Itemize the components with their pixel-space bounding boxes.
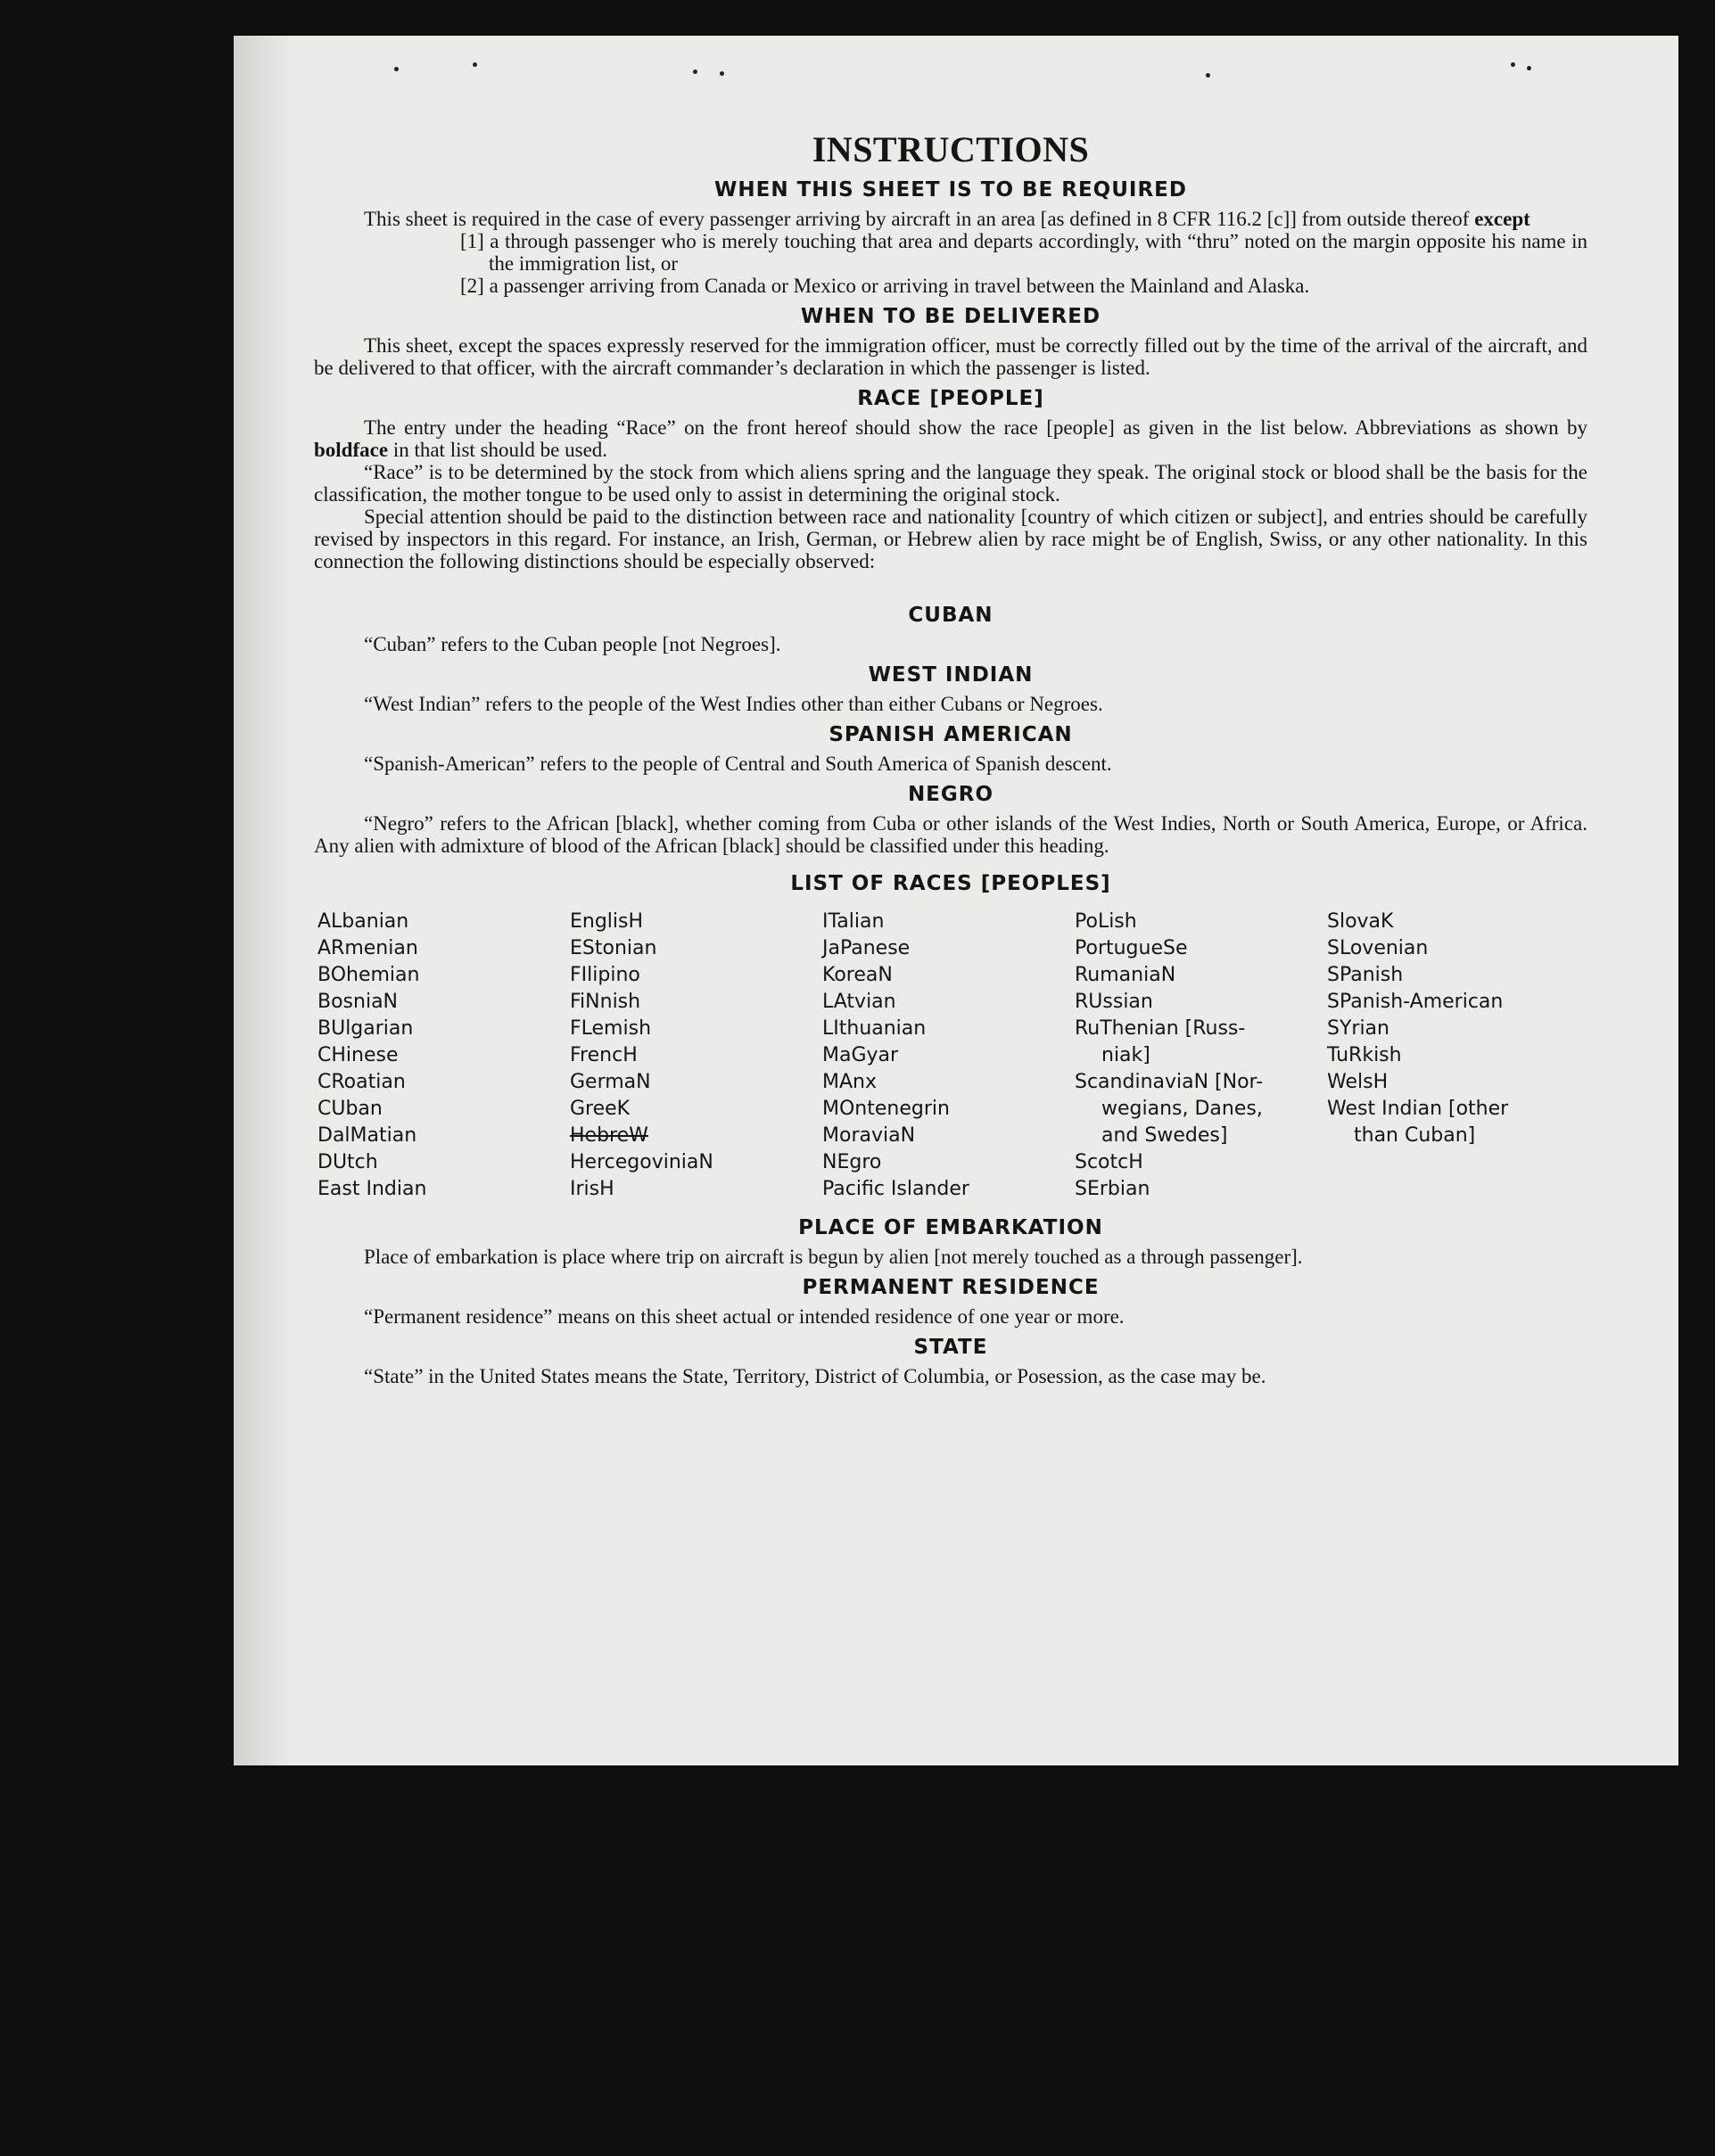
race-item: KoreaN xyxy=(822,964,893,986)
heading-cuban: CUBAN xyxy=(908,604,994,627)
residence-text: “Permanent residence” means on this sheet actual or intended residence of one year or more. xyxy=(364,1305,1125,1328)
race-item: CHinese xyxy=(317,1044,399,1066)
race-item: BUlgarian xyxy=(317,1017,414,1040)
race-item: GermaN xyxy=(570,1071,651,1093)
race-column-2 xyxy=(570,909,822,1203)
delivered-text: This sheet, except the spaces expressly reserved for the immigration officer, must be correctly filled out by the time of the arrival of the aircraft, and be delivered to that officer, with the aircraft commander’s declaration in which the passenger is listed. xyxy=(314,334,1587,379)
race-item-continued: niak] xyxy=(1101,1044,1150,1066)
heading-list-of-races: LIST OF RACES [PEOPLES] xyxy=(790,872,1111,895)
race-item: LAtvian xyxy=(822,991,896,1013)
required-intro: This sheet is required in the case of every passenger arriving by aircraft in an area [as defined in 8 CFR 116.2 [c]] from outside thereof except xyxy=(364,208,1530,230)
required-item-1: [1] a through passenger who is merely touching that area and departs accordingly, with “thru” noted on the margin opposite his name in the immigration list, or xyxy=(460,230,1587,275)
race-item: NEgro xyxy=(822,1151,882,1173)
race-list xyxy=(314,909,1587,1203)
race-item: RUssian xyxy=(1075,991,1153,1013)
race-item: Pacific Islander xyxy=(822,1178,969,1200)
race-item: FIlipino xyxy=(570,964,640,986)
race-item: MoraviaN xyxy=(822,1124,916,1147)
speck xyxy=(1527,66,1531,70)
race-item: BOhemian xyxy=(317,964,420,986)
race-item-struck-out: HebreW xyxy=(570,1124,648,1147)
race-item: FiNnish xyxy=(570,991,641,1013)
race-item-continued: than Cuban] xyxy=(1354,1124,1476,1147)
heading-negro: NEGRO xyxy=(907,783,994,806)
race-item: PortugueSe xyxy=(1075,937,1188,959)
race-column-5 xyxy=(1327,909,1579,1203)
race-item: DUtch xyxy=(317,1151,378,1173)
race-item-continued: and Swedes] xyxy=(1101,1124,1228,1147)
embarkation-text: Place of embarkation is place where trip on aircraft is begun by alien [not merely touched as a through passenger]. xyxy=(364,1246,1303,1268)
race-item: WelsH xyxy=(1327,1071,1389,1093)
race-item: FLemish xyxy=(570,1017,652,1040)
race-paragraph-3: Special attention should be paid to the distinction between race and nationality [country of which citizen or subject], and entries should be carefully revised by inspectors in this regard. For instance, an Irish, German, or Hebrew alien by race might be of English, Swiss, or any other nationality. In this connection the following distinctions should be especially observed: xyxy=(314,506,1587,572)
race-column-1 xyxy=(317,909,570,1203)
heading-embarkation: PLACE OF EMBARKATION xyxy=(798,1216,1103,1239)
race-item: MAnx xyxy=(822,1071,877,1093)
race-item: SYrian xyxy=(1327,1017,1389,1040)
race-paragraph-2: “Race” is to be determined by the stock from which aliens spring and the language they speak. The original stock or blood shall be the basis for the classification, the mother tongue to be used only to assist in determining the original stock. xyxy=(314,461,1587,506)
paper-edge-shadow xyxy=(234,36,287,1765)
speck xyxy=(693,70,697,74)
race-item: SLovenian xyxy=(1327,937,1429,959)
race-item: LIthuanian xyxy=(822,1017,927,1040)
heading-race: RACE [PEOPLE] xyxy=(857,387,1044,410)
cuban-text: “Cuban” refers to the Cuban people [not Negroes]. xyxy=(364,633,781,655)
race-column-4 xyxy=(1075,909,1327,1203)
heading-spanish-american: SPANISH AMERICAN xyxy=(829,723,1073,746)
race-item: CUban xyxy=(317,1098,383,1120)
race-column-3 xyxy=(822,909,1075,1203)
speck xyxy=(394,67,399,71)
race-item: West Indian [other xyxy=(1327,1098,1509,1120)
race-item: JaPanese xyxy=(822,937,911,959)
race-item: SlovaK xyxy=(1327,910,1394,933)
heading-delivered: WHEN TO BE DELIVERED xyxy=(800,305,1101,328)
race-item: SPanish-American xyxy=(1327,991,1504,1013)
required-item-2: [2] a passenger arriving from Canada or Mexico or arriving in travel between the Mainland and Alaska. xyxy=(460,275,1310,297)
race-item: SPanish xyxy=(1327,964,1404,986)
race-item: ScotcH xyxy=(1075,1151,1143,1173)
speck xyxy=(720,71,724,76)
race-item: BosniaN xyxy=(317,991,399,1013)
speck xyxy=(1206,73,1210,78)
race-item: IrisH xyxy=(570,1178,614,1200)
state-text: “State” in the United States means the State, Territory, District of Columbia, or Posession, as the case may be. xyxy=(364,1365,1266,1387)
race-item: CRoatian xyxy=(317,1071,406,1093)
heading-state: STATE xyxy=(913,1336,988,1359)
race-item: TuRkish xyxy=(1327,1044,1402,1066)
heading-permanent-residence: PERMANENT RESIDENCE xyxy=(802,1276,1100,1299)
race-item-continued: wegians, Danes, xyxy=(1101,1098,1263,1120)
race-paragraph-1: The entry under the heading “Race” on the front hereof should show the race [people] as given in the list below. Abbreviations as shown by boldface in that list should be used. xyxy=(314,416,1587,461)
speck xyxy=(473,62,477,67)
instruction-sheet xyxy=(234,36,1678,1765)
race-item: ScandinaviaN [Nor- xyxy=(1075,1071,1264,1093)
negro-text: “Negro” refers to the African [black], whether coming from Cuba or other islands of the West Indies, North or South America, Europe, or Africa. Any alien with admixture of blood of the African [black] should be classified under this heading. xyxy=(314,812,1587,857)
race-item: ITalian xyxy=(822,910,885,933)
speck xyxy=(1511,62,1515,67)
race-item: MOntenegrin xyxy=(822,1098,950,1120)
race-item: RuThenian [Russ- xyxy=(1075,1017,1246,1040)
heading-required: WHEN THIS SHEET IS TO BE REQUIRED xyxy=(714,178,1187,202)
race-item: GreeK xyxy=(570,1098,631,1120)
west-indian-text: “West Indian” refers to the people of the West Indies other than either Cubans or Negroes. xyxy=(364,693,1103,715)
heading-west-indian: WEST INDIAN xyxy=(868,663,1034,687)
race-item: FrencH xyxy=(570,1044,638,1066)
race-item: ALbanian xyxy=(317,910,409,933)
race-item: RumaniaN xyxy=(1075,964,1176,986)
race-item: SErbian xyxy=(1075,1178,1150,1200)
race-item: PoLish xyxy=(1075,910,1137,933)
race-item: MaGyar xyxy=(822,1044,899,1066)
document-body xyxy=(314,129,1587,1387)
race-item: EnglisH xyxy=(570,910,644,933)
race-item: HercegoviniaN xyxy=(570,1151,713,1173)
spanish-american-text: “Spanish-American” refers to the people of Central and South America of Spanish descent. xyxy=(364,753,1112,775)
race-item: East Indian xyxy=(317,1178,427,1200)
race-item: DalMatian xyxy=(317,1124,417,1147)
race-item: ARmenian xyxy=(317,937,418,959)
race-item: EStonian xyxy=(570,937,657,959)
page-title: INSTRUCTIONS xyxy=(812,129,1090,169)
